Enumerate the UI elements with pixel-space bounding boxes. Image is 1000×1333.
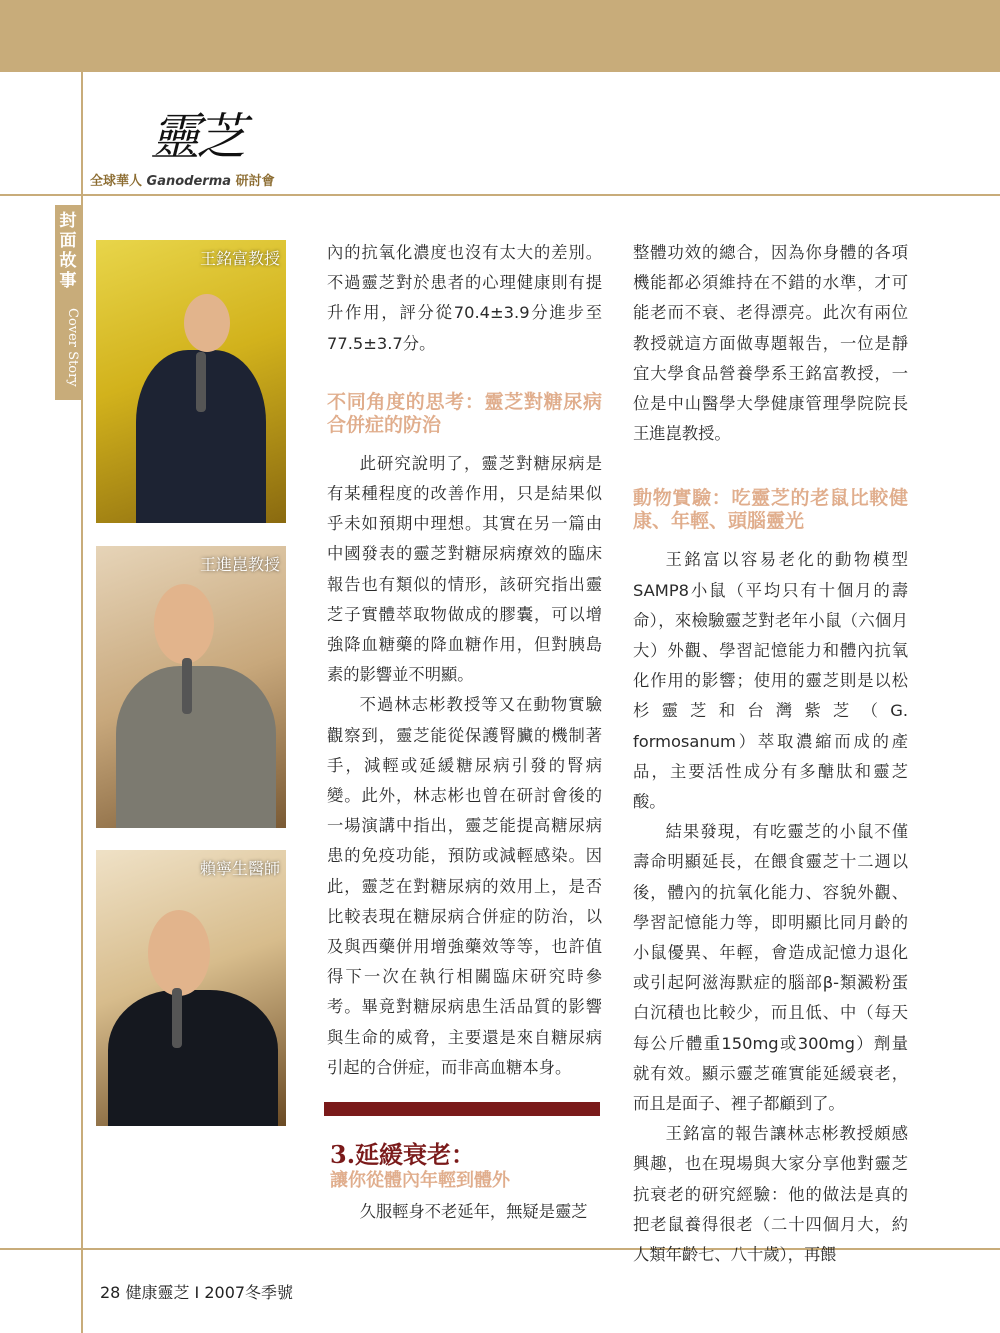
logo-subtitle bbox=[90, 170, 275, 189]
section3-first-line: 久服輕身不老延年，無疑是靈芝 bbox=[359, 1202, 588, 1221]
article-column-right bbox=[633, 238, 908, 1270]
logo-sub-zh-right: 研討會 bbox=[235, 174, 275, 189]
paragraph: 內的抗氧化濃度也沒有太大的差別。不過靈芝對於患者的心理健康則有提升作用，評分從70.4±3.9分進步至77.5±3.7分。 bbox=[327, 243, 602, 353]
photo-speaker-3 bbox=[96, 850, 286, 1126]
side-tab-en: Cover Story bbox=[65, 307, 80, 387]
side-tab-zh: 封面故事 bbox=[59, 211, 77, 291]
paragraph: 結果發現，有吃靈芝的小鼠不僅壽命明顯延長，在餵食靈芝十二週以後，體內的抗氧化能力、容貌外觀、學習記憶能力等，即明顯比同月齡的小鼠優異、年輕，會造成記憶力退化或引起阿滋海默症的腦部β-類澱粉蛋白沉積也比較少，而且低、中（每天每公斤體重150mg或300mg）劑量就有效。顯示靈芝確實能延緩衰老，而且是面子、裡子都顧到了。 bbox=[633, 822, 908, 1114]
paragraph: 此研究說明了，靈芝對糖尿病是有某種程度的改善作用，只是結果似乎未如預期中理想。其實在另一篇由中國發表的靈芝對糖尿病療效的臨床報告也有類似的情形，該研究指出靈芝子實體萃取物做成的膠囊，可以增強降血糖藥的降血糖作用，但對胰島素的影響並不明顯。 bbox=[327, 453, 602, 685]
microphone bbox=[196, 352, 206, 412]
speaker-head bbox=[148, 910, 210, 996]
article-column-middle bbox=[327, 238, 602, 1083]
paragraph: 王銘富以容易老化的動物模型SAMP8小鼠（平均只有十個月的壽命），來檢驗靈芝對老年小鼠（六個月大）外觀、學習記憶能力和體內抗氧化作用的影響；使用的靈芝則是以松杉靈芝和台灣紫芝（G. formosanum）萃取濃縮而成的產品，主要活性成分有多醣肽和靈芝酸。 bbox=[633, 550, 908, 812]
conference-logo bbox=[90, 108, 300, 192]
header-rule bbox=[0, 194, 1000, 196]
section-heading: 不同角度的思考：靈芝對糖尿病合併症的防治 bbox=[327, 390, 602, 436]
paragraph: 整體功效的總合，因為你身體的各項機能都必須維持在不錯的水準，才可能老而不衰、老得漂亮。此次有兩位教授就這方面做專題報告，一位是靜宜大學食品營養學系王銘富教授，一位是中山醫學大學健康管理學院院長王進崑教授。 bbox=[633, 243, 908, 444]
photo-caption: 賴寧生醫師 bbox=[199, 859, 280, 878]
top-color-band bbox=[0, 0, 1000, 72]
photo-caption: 王進崑教授 bbox=[199, 555, 280, 574]
page-footer: 28 健康靈芝 I 2007冬季號 bbox=[100, 1283, 294, 1302]
section-heading: 動物實驗：吃靈芝的老鼠比較健康、年輕、頭腦靈光 bbox=[633, 487, 908, 533]
section-divider-bar bbox=[324, 1102, 600, 1116]
photo-caption: 王銘富教授 bbox=[199, 249, 280, 268]
left-margin-rule bbox=[81, 72, 83, 1333]
section3-title: 3.延緩衰老： bbox=[330, 1140, 476, 1169]
section-side-tab bbox=[55, 205, 81, 400]
logo-calligraphy: 靈芝 bbox=[150, 108, 242, 166]
microphone bbox=[182, 658, 192, 714]
logo-sub-zh-left: 全球華人 bbox=[90, 174, 143, 189]
speaker-figure bbox=[108, 990, 278, 1126]
speaker-figure bbox=[116, 666, 276, 828]
section3-heading bbox=[330, 1140, 602, 1192]
paragraph: 不過林志彬教授等又在動物實驗觀察到，靈芝能從保護腎臟的機制著手，減輕或延緩糖尿病引發的腎病變。此外，林志彬也曾在研討會後的一場演講中指出，靈芝能提高糖尿病患的免疫功能，預防或減輕感染。因此，靈芝在對糖尿病的效用上，是否比較表現在糖尿病合併症的防治，以及與西藥併用增強藥效等等，也許值得下一次在執行相關臨床研究時參考。畢竟對糖尿病患生活品質的影響與生命的威脅，主要還是來自糖尿病引起的合併症，而非高血糖本身。 bbox=[327, 695, 602, 1077]
microphone bbox=[172, 988, 182, 1048]
speaker-head bbox=[154, 584, 214, 664]
photo-speaker-1 bbox=[96, 240, 286, 523]
section3-subtitle: 讓你從體內年輕到體外 bbox=[330, 1170, 510, 1191]
speaker-head bbox=[184, 294, 230, 352]
logo-sub-en: Ganoderma bbox=[146, 174, 232, 189]
paragraph: 王銘富的報告讓林志彬教授頗感興趣，也在現場與大家分享他對靈芝抗衰老的研究經驗：他的做法是真的把老鼠養得很老（二十四個月大，約人類年齡七、八十歲），再餵 bbox=[633, 1124, 908, 1265]
photo-speaker-2 bbox=[96, 546, 286, 828]
